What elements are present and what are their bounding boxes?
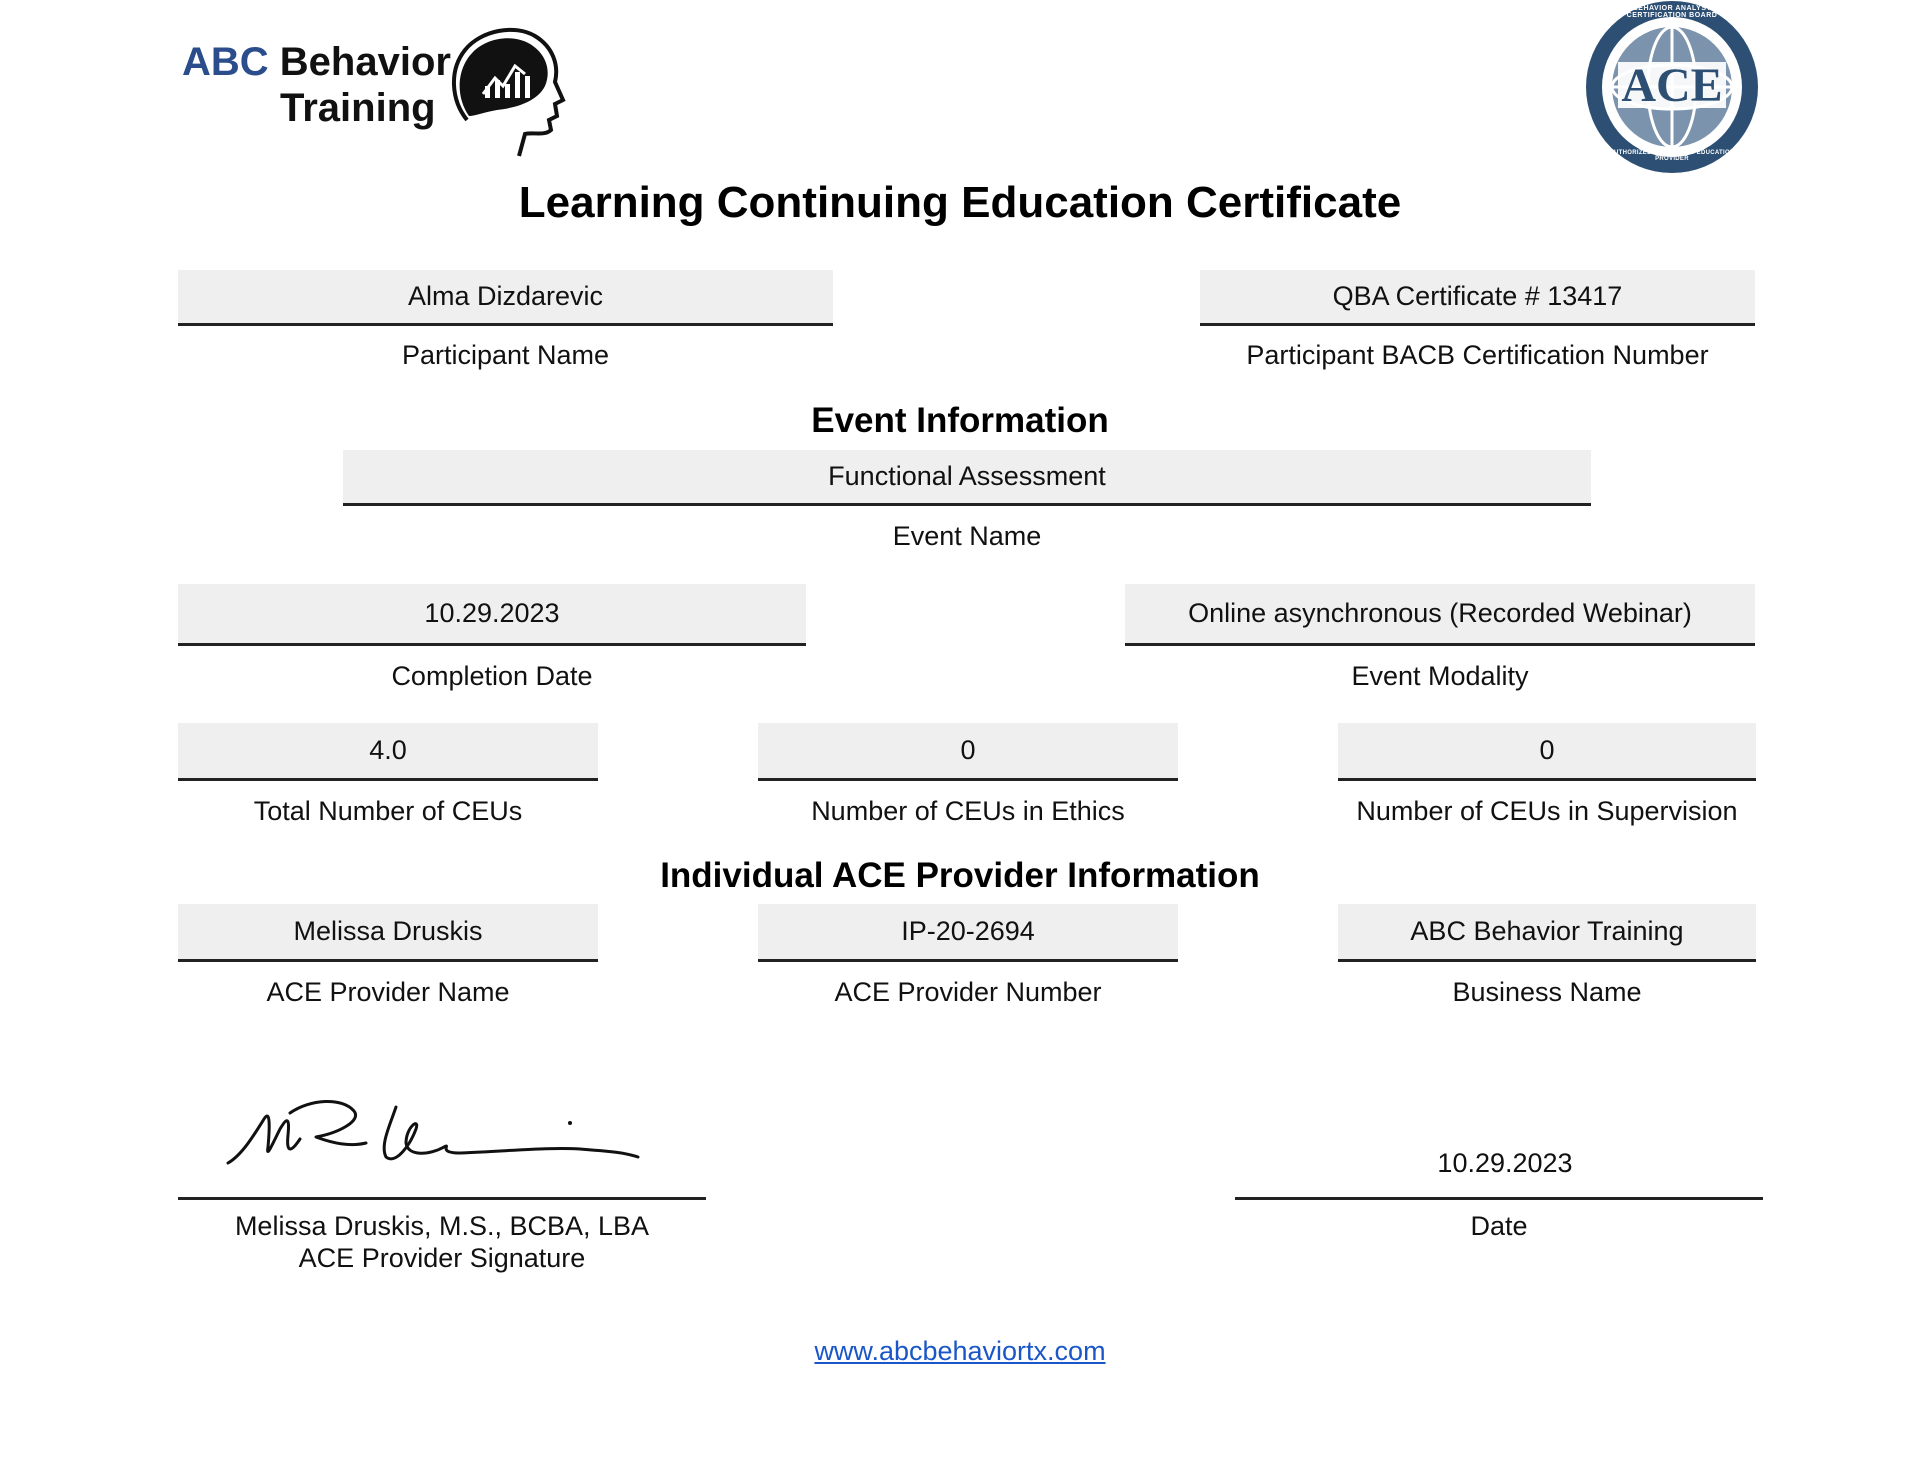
ace-seal [1582,0,1762,175]
seal-ring-bottom-text: AUTHORIZED CONTINUING EDUCATION PROVIDER [1609,150,1735,162]
logo-training-text: Training [280,86,436,130]
company-logo [180,20,580,160]
signer-name: Melissa Druskis, M.S., BCBA, LBA [234,1211,650,1241]
participant-name-label: Participant Name [401,340,610,370]
participant-cert-field: QBA Certificate # 13417 [1200,270,1755,326]
business-name-label: Business Name [1452,977,1642,1007]
logo-behavior-text: Behavior [279,40,451,84]
provider-name-field: Melissa Druskis [178,904,598,962]
head-brain-icon [445,20,575,160]
page-title: Learning Continuing Education Certificate [518,178,1402,227]
event-modality-field: Online asynchronous (Recorded Webinar) [1125,584,1755,646]
participant-name-field: Alma Dizdarevic [178,270,833,326]
seal-center-text: ACE [1621,59,1723,112]
provider-number-field: IP-20-2694 [758,904,1178,962]
completion-date-field: 10.29.2023 [178,584,806,646]
event-modality-label: Event Modality [1351,661,1529,691]
signature-line [178,1197,706,1200]
date-line [1235,1197,1763,1200]
signature-label: ACE Provider Signature [298,1243,586,1273]
provider-name-label: ACE Provider Name [266,977,510,1007]
website-link[interactable]: www.abcbehaviortx.com [814,1336,1106,1366]
total-ceus-label: Total Number of CEUs [253,796,523,826]
participant-cert-label: Participant BACB Certification Number [1246,340,1709,370]
logo-abc-text: ABC [182,40,269,84]
event-name-field: Functional Assessment [343,450,1591,506]
signature-date-value: 10.29.2023 [1437,1148,1573,1178]
event-info-heading: Event Information [811,401,1109,440]
ethics-ceus-field: 0 [758,723,1178,781]
supervision-ceus-label: Number of CEUs in Supervision [1356,796,1738,826]
provider-info-heading: Individual ACE Provider Information [660,856,1260,895]
supervision-ceus-field: 0 [1338,723,1756,781]
handwritten-signature [220,1085,650,1185]
total-ceus-field: 4.0 [178,723,598,781]
completion-date-label: Completion Date [391,661,593,691]
seal-ring-top-text: BEHAVIOR ANALYST CERTIFICATION BOARD [1626,5,1718,19]
business-name-field: ABC Behavior Training [1338,904,1756,962]
provider-number-label: ACE Provider Number [834,977,1102,1007]
signature-date-label: Date [1470,1211,1528,1241]
ethics-ceus-label: Number of CEUs in Ethics [811,796,1125,826]
event-name-label: Event Name [892,521,1042,551]
